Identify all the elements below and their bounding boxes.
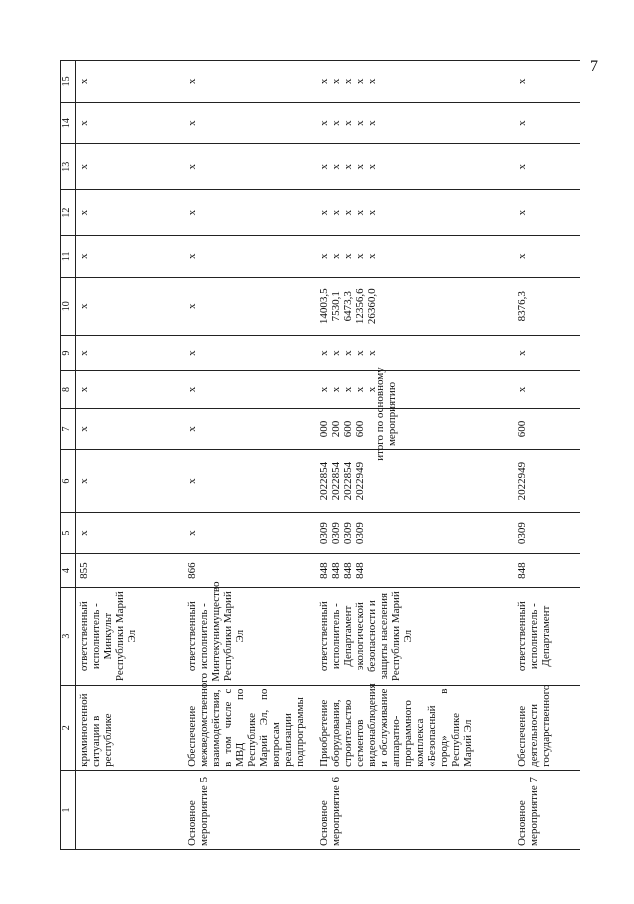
cell-y8: x [184,371,316,408]
cell-rzpr: x [76,512,184,554]
cell-y14: x [184,102,316,144]
cell-executor: ответственный исполнитель - Минкульт Республики Марий Эл [76,587,184,685]
cell-y15: x [184,61,316,103]
cell-y14: x [514,102,580,144]
col-header-5: 5 [61,512,76,554]
col-header-11: 11 [61,235,76,277]
cell-grbs: 848 [514,554,580,587]
cell-csr: x [184,450,316,512]
table-row [316,61,514,850]
cell-csr: 2022949 [514,450,580,512]
total-label: итого по основному мероприятию [374,367,398,461]
cell-y8: x x x x x [316,371,514,408]
col-header-12: 12 [61,190,76,236]
table-row [514,61,580,850]
cell-y10: 8376,3 [514,277,580,335]
page-number: 7 [590,58,598,75]
cell-description: Приобретение оборудования, строительство сегментов видеонаблюдения и обслуживание аппаратно-программного комплекса «Безопасный город» в Республике Марий Эл [316,685,514,770]
cell-y10: 14003,5 7530,1 6473,3 12356,6 26360,0 [316,277,514,335]
cell-y10: x [184,277,316,335]
header-row [61,61,76,850]
cell-activity: Основное мероприятие 7 [514,770,580,849]
cell-y13: x [184,144,316,190]
cell-grbs: 848 848 848 848 [316,554,514,587]
cell-activity: Основное мероприятие 6 [316,770,514,849]
cell-grbs: 855 [76,554,184,587]
cell-y12: x [184,190,316,236]
cell-vr: 000 200 600 600 [316,408,514,450]
col-header-9: 9 [61,335,76,370]
cell-y9: x [514,335,580,370]
cell-csr: 2022854 2022854 2022854 2022949 [316,450,514,512]
cell-executor: ответственный исполнитель - Департамент экологической безопасности и защиты населения Республики Марий Эл [316,587,514,685]
cell-y8: x [76,371,184,408]
cell-rzpr: 0309 [514,512,580,554]
cell-y9: x [76,335,184,370]
rotated-table-container [60,60,600,850]
cell-grbs: 866 [184,554,316,587]
cell-vr: 600 [514,408,580,450]
cell-vr: x [76,408,184,450]
cell-y8: x [514,371,580,408]
col-header-13: 13 [61,144,76,190]
cell-executor: ответственный исполнитель - Департамент [514,587,580,685]
cell-rzpr: 0309 0309 0309 0309 [316,512,514,554]
cell-y9: x [184,335,316,370]
col-header-2: 2 [61,685,76,770]
cell-activity: Основное мероприятие 5 [184,770,316,849]
cell-y12: x x x x x [316,190,514,236]
cell-description: Обеспечение межведомственного взаимодействия, в том числе с МВД по Республике Марий Эл, по вопросам реализации подпрограммы [184,685,316,770]
col-header-8: 8 [61,371,76,408]
budget-table [60,60,580,850]
cell-y13: x x x x x [316,144,514,190]
cell-rzpr: x [184,512,316,554]
cell-y13: x [514,144,580,190]
cell-y11: x [514,235,580,277]
cell-y14: x x x x x [316,102,514,144]
col-header-10: 10 [61,277,76,335]
cell-executor: ответственный исполнитель - Минтекунимущество Республики Марий Эл [184,587,316,685]
col-header-14: 14 [61,102,76,144]
cell-y11: x [184,235,316,277]
cell-y15: x x x x x [316,61,514,103]
cell-y11: x [76,235,184,277]
col-header-3: 3 [61,587,76,685]
cell-y13: x [76,144,184,190]
col-header-7: 7 [61,408,76,450]
table-row [76,61,184,850]
cell-y15: x [514,61,580,103]
cell-y11: x x x x x [316,235,514,277]
cell-y15: x [76,61,184,103]
col-header-15: 15 [61,61,76,103]
table-row [184,61,316,850]
cell-y10: x [76,277,184,335]
cell-vr: x [184,408,316,450]
cell-description: криминогенной ситуации в республике [76,685,184,770]
cell-y14: x [76,102,184,144]
cell-y9: x x x x x [316,335,514,370]
col-header-1: 1 [61,770,76,849]
cell-csr: x [76,450,184,512]
col-header-6: 6 [61,450,76,512]
cell-activity [76,770,184,849]
cell-y12: x [76,190,184,236]
cell-description: Обеспечение деятельности государственного [514,685,580,770]
cell-y12: x [514,190,580,236]
col-header-4: 4 [61,554,76,587]
